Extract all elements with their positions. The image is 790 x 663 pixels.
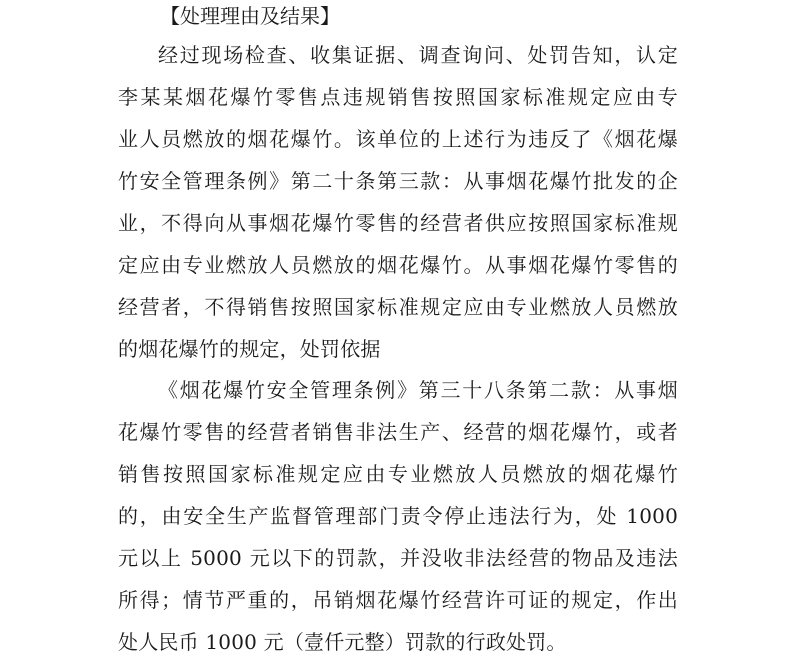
section-heading: 【处理理由及结果】 <box>160 4 340 28</box>
text-line: 定应由专业燃放人员燃放的烟花爆竹。从事烟花爆竹零售的 <box>118 253 678 277</box>
text-line: 竹安全管理条例》第二十条第三款：从事烟花爆竹批发的企 <box>118 169 678 193</box>
text-line: 《烟花爆竹安全管理条例》第三十八条第二款：从事烟 <box>158 378 678 402</box>
text-line: 花爆竹零售的经营者销售非法生产、经营的烟花爆竹，或者 <box>118 420 678 444</box>
text-line: 元以上 5000 元以下的罚款，并没收非法经营的物品及违法 <box>118 546 678 570</box>
text-line: 李某某烟花爆竹零售点违规销售按照国家标准规定应由专 <box>118 85 678 109</box>
text-line: 的，由安全生产监督管理部门责令停止违法行为，处 1000 <box>118 504 678 528</box>
text-line: 业，不得向从事烟花爆竹零售的经营者供应按照国家标准规 <box>118 211 678 235</box>
text-line: 所得；情节严重的，吊销烟花爆竹经营许可证的规定，作出 <box>118 588 678 612</box>
text-line: 处人民币 1000 元（壹仟元整）罚款的行政处罚。 <box>118 630 567 654</box>
text-line: 业人员燃放的烟花爆竹。该单位的上述行为违反了《烟花爆 <box>118 127 678 151</box>
text-line: 经过现场检查、收集证据、调查询问、处罚告知，认定 <box>158 43 678 67</box>
text-line: 销售按照国家标准规定应由专业燃放人员燃放的烟花爆竹 <box>118 462 678 486</box>
paragraph-findings <box>118 34 678 370</box>
paragraph-legal-basis <box>118 369 678 663</box>
text-line: 经营者，不得销售按照国家标准规定应由专业燃放人员燃放 <box>118 295 678 319</box>
text-line: 的烟花爆竹的规定，处罚依据 <box>118 337 381 361</box>
